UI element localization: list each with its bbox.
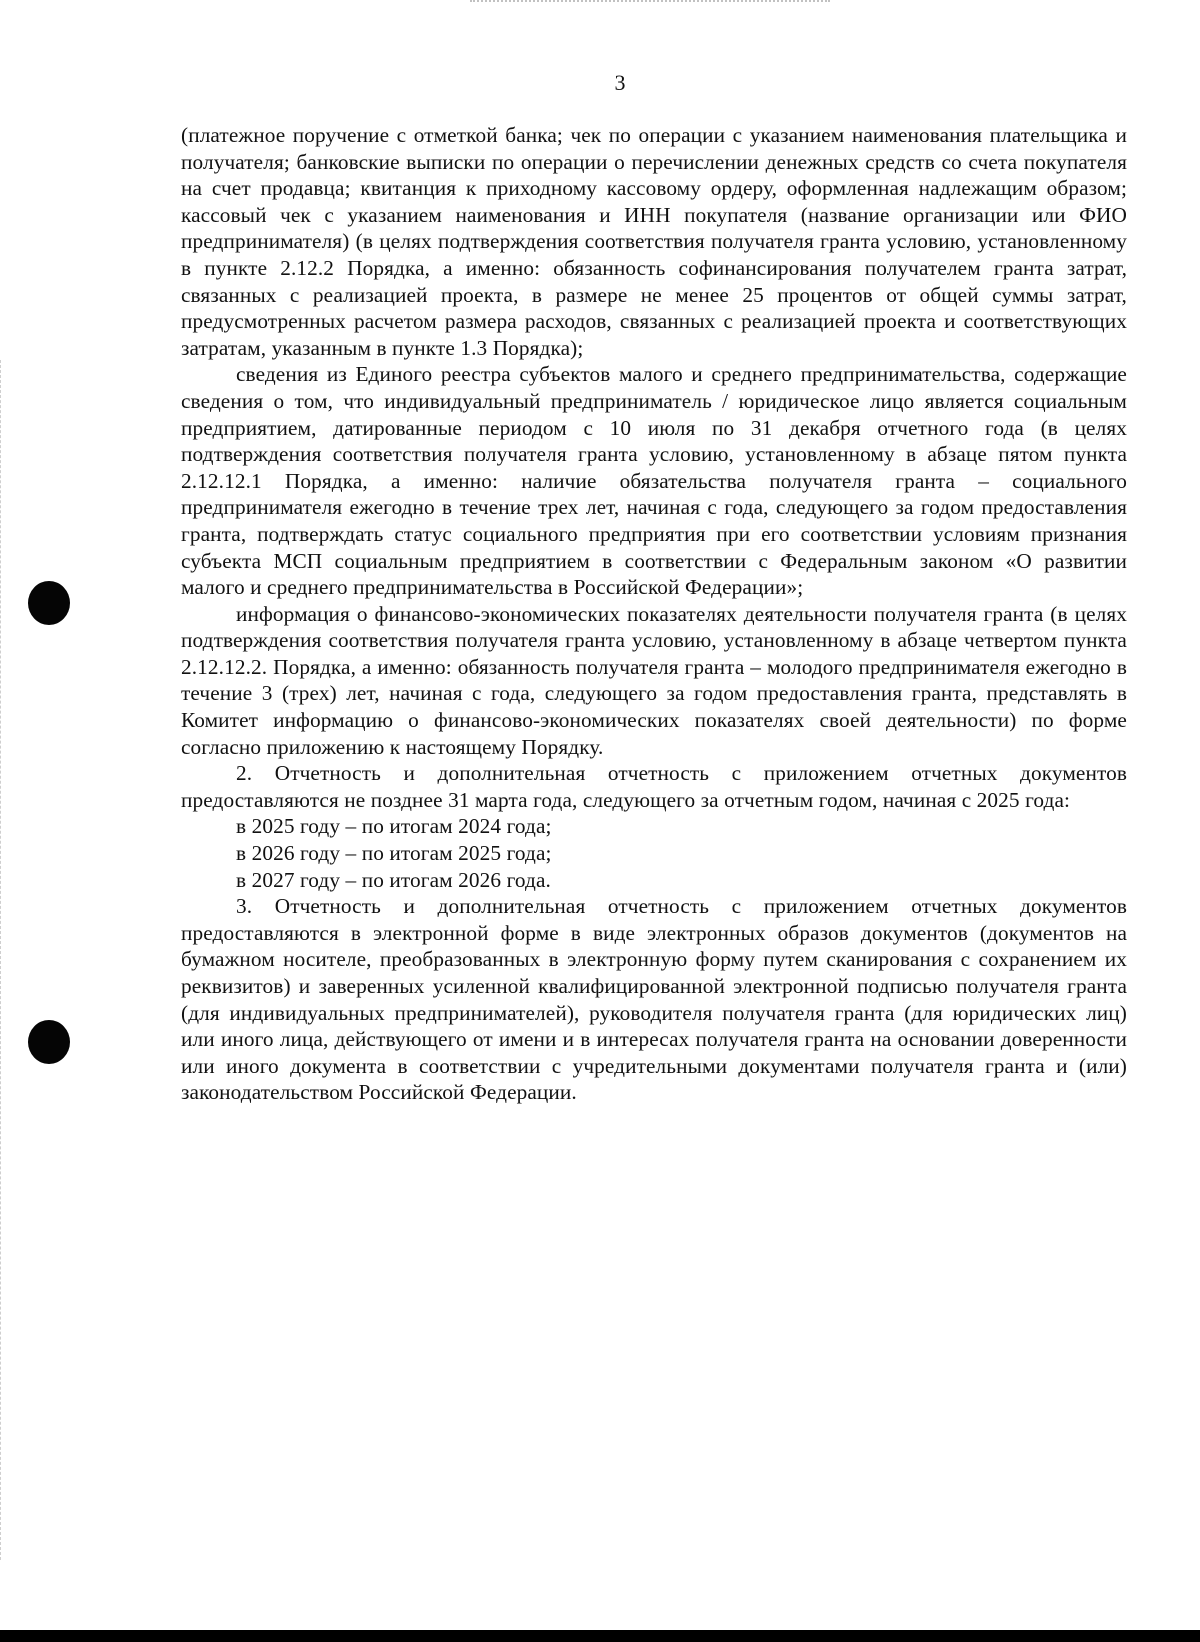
paragraph-financial-info: информация о финансово-экономических показателях деятельности получателя гранта (в целях подтверждения соответствия получателя гранта условию, установленному в абзаце четвертом пункта 2.12.12.2. Порядка, а именно: обязанность получателя гранта – молодого предпринимателя ежегодно в течение 3 (трех) лет, начиная с года, следующего за годом предоставления гранта, представлять в Комитет информацию о финансово-экономических показателях своей деятельности) по форме согласно приложению к настоящему Порядку. — [181, 601, 1127, 759]
scan-bottom-edge — [0, 1630, 1200, 1642]
list-item-2025: в 2025 году – по итогам 2024 года; — [236, 814, 552, 839]
paragraph-item-3: 3. Отчетность и дополнительная отчетность с приложением отчетных документов предоставляются в электронной форме в виде электронных образов документов (документов на бумажном носителе, преобразованных в электронную форму путем сканирования с сохранением их реквизитов) и заверенных усиленной квалифицированной электронной подписью получателя гранта (для индивидуальных предпринимателей), руководителя получателя гранта (для юридических лиц) или иного лица, действующего от имени и в интересах получателя гранта на основании доверенности или иного документа в соответствии с учредительными документами получателя гранта и (или) законодательством Российской Федерации. — [181, 894, 1127, 1105]
paragraph-payment-documents: (платежное поручение с отметкой банка; чек по операции с указанием наименования плательщика и получателя; банковские выписки по операции о перечислении денежных средств со счета покупателя на счет продавца; квитанция к приходному кассовому ордеру, оформленная надлежащим образом; кассовый чек с указанием наименования и ИНН покупателя (название организации или ФИО предпринимателя) (в целях подтверждения соответствия получателя гранта условию, установленному в пункте 2.12.2 Порядка, а именно: обязанность софинансирования получателем гранта затрат, связанных с реализацией проекта, в размере не менее 25 процентов от общей суммы затрат, предусмотренных расчетом размера расходов, связанных с реализацией проекта и соответствующих затратам, указанным в пункте 1.3 Порядка); — [181, 123, 1127, 360]
paragraph-registry-info: сведения из Единого реестра субъектов малого и среднего предпринимательства, содержащие сведения о том, что индивидуальный предприниматель / юридическое лицо является социальным предприятием, датированные периодом с 10 июля по 31 декабря отчетного года (в целях подтверждения соответствия получателя гранта условию, установленному в абзаце пятом пункта 2.12.12.1 Порядка, а именно: наличие обязательства получателя гранта – социального предпринимателя ежегодно в течение трех лет, начиная с года, следующего за годом предоставления гранта, подтверждать статус социального предприятия при его соответствии условиям признания субъекта МСП социальным предприятием в соответствии с Федеральным законом «О развитии малого и среднего предпринимательства в Российской Федерации»; — [181, 362, 1127, 600]
punch-hole-bottom — [28, 1020, 70, 1064]
page-number: 3 — [614, 70, 626, 95]
scan-artifact — [470, 0, 830, 7]
list-item-2026: в 2026 году – по итогам 2025 года; — [236, 841, 552, 866]
scan-edge — [0, 360, 3, 1560]
document-body — [181, 122, 1127, 1106]
paragraph-item-2: 2. Отчетность и дополнительная отчетность с приложением отчетных документов предоставляются не позднее 31 марта года, следующего за отчетным годом, начиная с 2025 года: — [181, 761, 1127, 812]
list-item-2027: в 2027 году – по итогам 2026 года. — [236, 867, 551, 892]
punch-hole-top — [28, 581, 70, 625]
